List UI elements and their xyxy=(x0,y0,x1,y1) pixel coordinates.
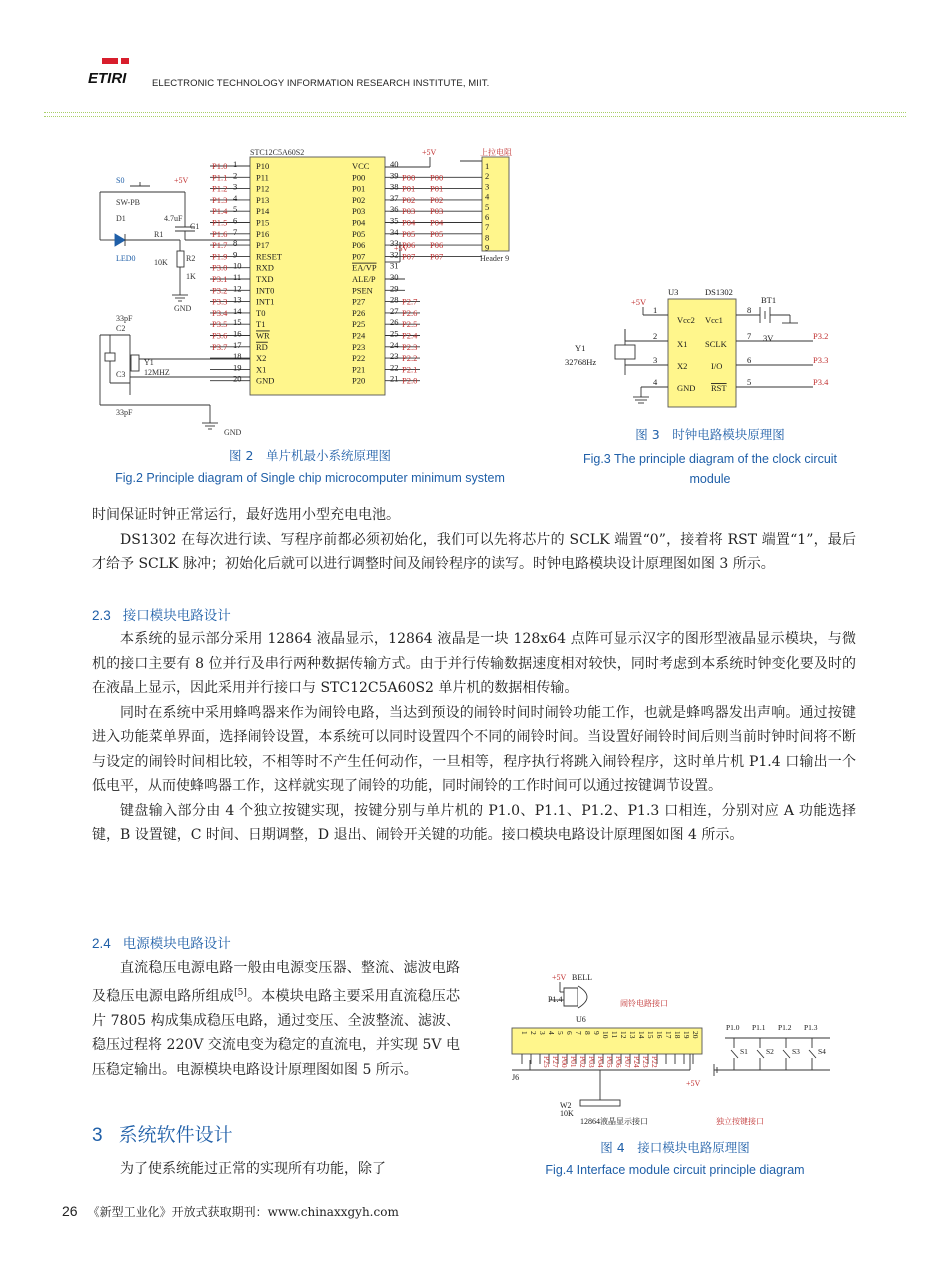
chip-right-pin: P26 xyxy=(352,307,366,318)
chip-left-pin-num: 15 xyxy=(233,317,242,328)
bell-label: BELL xyxy=(572,973,592,982)
fig3-caption-cn: 图 3 时钟电路模块原理图 xyxy=(635,427,785,442)
key-contact xyxy=(731,1050,738,1058)
header-net: P03 xyxy=(430,206,444,217)
chip-right-net: P03 xyxy=(402,206,416,217)
chip-left-pin: P14 xyxy=(256,206,270,217)
pin-vcc2: Vcc2 xyxy=(677,315,695,325)
chip-right-pin: P23 xyxy=(352,341,366,352)
chip-right-pin: P07 xyxy=(352,251,366,262)
c1-label: C1 xyxy=(190,222,200,231)
pin-sclk: SCLK xyxy=(705,339,727,349)
key-contact xyxy=(757,1050,764,1058)
lcd-pin-num: 15 xyxy=(646,1031,655,1039)
pin-vcc1: Vcc1 xyxy=(705,315,723,325)
chip-right-net: P2.6 xyxy=(402,307,418,318)
chip-left-net: P1.5 xyxy=(212,217,228,228)
chip-right-pin: P01 xyxy=(352,183,366,194)
paragraph-5a: 直流稳压电源电路一般由电源变压器、整流、滤波电路及稳压电源电路所组成 xyxy=(92,960,460,1005)
section-2-3-heading xyxy=(92,604,231,624)
chip-left-pin: TXD xyxy=(256,274,274,284)
paragraph-1: DS1302 在每次进行读、写程序前都必须初始化，我们可以先将芯片的 SCLK 端置“0”，接着将 RST 端置“1”，最后才给予 SCLK 脉冲；初始化后就可以进行调整时间及闹铃程序的读写。时钟电路模块设计原理图如图 3 所示。 xyxy=(92,531,856,572)
chip-left-pin: WR xyxy=(256,330,270,341)
fig2-caption-en: Fig.2 Principle diagram of Single chip microcomputer minimum system xyxy=(115,471,505,485)
header-net: P01 xyxy=(430,183,444,194)
pin-x1: X1 xyxy=(677,339,688,349)
chip-left-pin: T0 xyxy=(256,307,266,318)
fig3-schematic xyxy=(565,285,855,415)
header-pin-num: 9 xyxy=(485,242,490,253)
alarm-interface-label: 闹铃电路接口 xyxy=(620,999,668,1008)
chip-right-pin-num: 32 xyxy=(390,249,399,260)
chip-right-net: P2.4 xyxy=(402,330,418,341)
lcd-pin-num: 14 xyxy=(637,1031,646,1039)
chip-right-pin: P20 xyxy=(352,375,366,386)
chip-left-net: P3.4 xyxy=(212,307,228,318)
chip-right-pin: P27 xyxy=(352,296,366,307)
y1-label: Y1 xyxy=(144,358,154,367)
header-pin-num: 1 xyxy=(485,161,490,171)
lcd-pin-num: 3 xyxy=(538,1031,547,1035)
lcd-pin-num: 5 xyxy=(556,1031,565,1035)
chip-right-net: P02 xyxy=(402,194,416,205)
key-label: S2 xyxy=(766,1047,774,1056)
fig3-caption-en-line1: Fig.3 The principle diagram of the clock circuit xyxy=(582,452,838,466)
c1-value: 4.7uF xyxy=(164,214,183,223)
key-net: P1.3 xyxy=(804,1023,818,1032)
lcd-pin-net: P05 xyxy=(605,1056,614,1068)
chip-left-net: P1.2 xyxy=(212,183,228,194)
etiri-logo xyxy=(88,56,142,86)
chip-right-net: P2.1 xyxy=(402,364,418,375)
paragraph-5b: 。本模块电路主要采用直流稳压芯片 7805 构成集成稳压电路，通过变压、全波整流、滤波、稳压过程将 220V 交流电变为稳定的直流电，并实现 5V 电压稳定输出。电源模块电路设计原理图如图 5 所示。 xyxy=(92,988,461,1078)
bt1-label: BT1 xyxy=(761,295,777,305)
d1-label: D1 xyxy=(116,214,126,223)
chip-left-pin-num: 13 xyxy=(233,294,242,305)
chip-right-net: P05 xyxy=(402,228,416,239)
header-net: P07 xyxy=(430,251,444,262)
chip-right-net: P2.3 xyxy=(402,341,418,352)
chip-left-pin: P16 xyxy=(256,228,270,239)
lcd-pin-num: 1 xyxy=(520,1031,529,1035)
chip-left-pin-num: 12 xyxy=(233,283,242,294)
w2-value: 10K xyxy=(560,1109,574,1118)
body-block-4 xyxy=(92,1157,460,1182)
paragraph-6: 为了使系统能过正常的实现所有功能，除了 xyxy=(120,1161,386,1177)
chip-right-pin-num: 28 xyxy=(390,294,399,305)
key-net: P1.1 xyxy=(752,1023,766,1032)
section-2-3-num: 2.3 xyxy=(92,608,111,623)
chip-right-net: P2.5 xyxy=(402,319,418,330)
f4-vcc: +5V xyxy=(552,973,567,982)
chip-left-net: P3.7 xyxy=(212,341,228,352)
fig2-caption-cn: 图 2 单片机最小系统原理图 xyxy=(229,448,391,463)
key-label: S4 xyxy=(818,1047,826,1056)
chip-left-net: P1.0 xyxy=(212,161,228,171)
chip-left-pin-num: 10 xyxy=(233,260,242,271)
header-net: P04 xyxy=(430,217,444,228)
chip-left-pin: P12 xyxy=(256,183,270,194)
chip-left-pin: P11 xyxy=(256,172,269,183)
pin-num-4: 4 xyxy=(653,377,658,387)
chip-left-pin: T1 xyxy=(256,319,266,330)
chip-left-net: P3.2 xyxy=(212,285,228,296)
chip-right-pin: P06 xyxy=(352,240,366,251)
vcc-label-2: +5V xyxy=(174,176,189,185)
chip-right-net: P01 xyxy=(402,183,416,194)
footer xyxy=(62,1203,399,1220)
lcd-pin-num: 10 xyxy=(601,1031,610,1039)
header-net: P00 xyxy=(430,172,444,183)
chip-right-pin: P02 xyxy=(352,194,366,205)
r2-label: R2 xyxy=(186,254,196,263)
chip-right-pin-num: 33 xyxy=(390,238,399,249)
chip-left-net: P1.7 xyxy=(212,240,228,251)
xtal-value: 12MHZ xyxy=(144,368,170,377)
chip-right-pin: PSEN xyxy=(352,285,373,296)
header-pin-num: 6 xyxy=(485,212,490,222)
f4-vcc-2: +5V xyxy=(686,1079,701,1088)
lcd-pin-num: 8 xyxy=(583,1031,592,1035)
fig4-schematic xyxy=(500,968,840,1130)
chip-right-pin-num: 29 xyxy=(390,283,399,294)
chip-left-pin-num: 19 xyxy=(233,362,242,373)
chip-name: STC12C5A60S2 xyxy=(250,148,305,157)
lcd-pin-num: 18 xyxy=(673,1031,682,1039)
pin-num-1: 1 xyxy=(653,305,658,315)
chip-left-pin-num: 3 xyxy=(233,181,238,192)
chip-left-pin: X2 xyxy=(256,353,267,364)
chip-left-pin: RESET xyxy=(256,251,282,262)
lcd-pin-net: P00 xyxy=(560,1056,569,1068)
net-p33: P3.3 xyxy=(813,355,829,365)
pin-io: I/O xyxy=(711,361,723,371)
section-2-3-title: 接口模块电路设计 xyxy=(122,608,231,624)
chip-left-pin: INT1 xyxy=(256,296,275,307)
chip-left-pin: P13 xyxy=(256,194,270,205)
lcd-pin-net: P24 xyxy=(632,1056,641,1068)
chip-right-pin-num: 24 xyxy=(390,339,399,350)
u3-label: U3 xyxy=(668,287,679,297)
chip-left-net: P3.1 xyxy=(212,274,228,284)
logo-text: ETIRI xyxy=(88,70,127,86)
header-pin-num: 4 xyxy=(485,191,490,202)
chip-left-net: P3.0 xyxy=(212,262,228,273)
chip-right-net: P04 xyxy=(402,217,416,228)
pin-num-6: 6 xyxy=(747,355,752,365)
section-3-title: 系统软件设计 xyxy=(118,1124,233,1146)
chip-left-pin-num: 1 xyxy=(233,159,238,169)
chip-right-pin-num: 31 xyxy=(390,260,399,271)
chip-left-pin: INT0 xyxy=(256,285,275,296)
chip-right-pin-num: 36 xyxy=(390,204,399,215)
lcd-pin-net: P25 xyxy=(542,1056,551,1068)
chip-right-pin: P03 xyxy=(352,206,366,217)
lcd-pin-net: P03 xyxy=(587,1056,596,1068)
r2-value: 1K xyxy=(186,272,196,281)
ref-5: [5] xyxy=(234,987,247,998)
chip-left-pin: P10 xyxy=(256,161,270,171)
chip-left-pin-num: 14 xyxy=(233,305,242,316)
c3-label: C3 xyxy=(116,370,126,379)
lcd-pin-num: 19 xyxy=(682,1031,691,1039)
key-net: P1.2 xyxy=(778,1023,792,1032)
pin-num-2: 2 xyxy=(653,331,658,341)
key-label: S3 xyxy=(792,1047,800,1056)
vcc-label-f3: +5V xyxy=(631,297,647,307)
bell-net: P1.4 xyxy=(548,995,563,1004)
ds1302-label: DS1302 xyxy=(705,287,733,297)
chip-right-pin: P00 xyxy=(352,172,366,183)
chip-right-pin-num: 38 xyxy=(390,181,399,192)
lcd-pin-net: P04 xyxy=(596,1056,605,1068)
cap-value-top: 33pF xyxy=(116,314,133,323)
w2-label: W2 xyxy=(560,1101,572,1110)
chip-right-pin: P05 xyxy=(352,228,366,239)
lcd-pin-num: 13 xyxy=(628,1031,637,1039)
chip-right-pin: P25 xyxy=(352,319,366,330)
chip-left-pin: X1 xyxy=(256,364,267,375)
c2-label: C2 xyxy=(116,324,126,333)
vcc-label-3: +5V xyxy=(394,244,409,253)
chip-left-net: P3.3 xyxy=(212,296,228,307)
lcd-pin-net: P23 xyxy=(641,1056,650,1068)
header-title: 上拉电阻 xyxy=(480,148,512,157)
lcd-pin-net: P07 xyxy=(623,1056,632,1068)
chip-right-net: P2.7 xyxy=(402,296,418,307)
fig4-caption-cn: 图 4 接口模块电路原理图 xyxy=(600,1140,750,1155)
header-pin-num: 7 xyxy=(485,222,490,233)
chip-right-net: P00 xyxy=(402,172,416,183)
chip-left-pin: RD xyxy=(256,341,268,352)
page-number: 26 xyxy=(62,1203,78,1219)
lcd-pin-num: 12 xyxy=(619,1031,628,1039)
chip-left-pin-num: 17 xyxy=(233,339,242,350)
net-p32: P3.2 xyxy=(813,331,829,341)
lcd-pin-net: P02 xyxy=(578,1056,587,1068)
chip-right-pin-num: 30 xyxy=(390,272,399,282)
section-2-4-title: 电源模块电路设计 xyxy=(122,936,231,952)
key-contact xyxy=(809,1050,816,1058)
header-name: Header 9 xyxy=(480,254,510,263)
lcd-pin-num: 17 xyxy=(664,1031,673,1039)
chip-right-pin-num: 21 xyxy=(390,373,399,384)
y1-label-f3: Y1 xyxy=(575,343,586,353)
header-net: P05 xyxy=(430,228,444,239)
chip-left-pin-num: 18 xyxy=(233,351,242,362)
s0-label: S0 xyxy=(116,176,125,185)
key-net: P1.0 xyxy=(726,1023,740,1032)
chip-left-pin: GND xyxy=(256,375,275,386)
fig4-caption-en: Fig.4 Interface module circuit principle diagram xyxy=(545,1163,805,1177)
bt-voltage: 3V xyxy=(763,333,774,343)
pin-num-7: 7 xyxy=(747,331,752,341)
chip-right-pin-num: 40 xyxy=(390,159,399,169)
freq-label: 32768Hz xyxy=(565,357,597,367)
chip-right-pin-num: 22 xyxy=(390,362,399,373)
section-2-4-num: 2.4 xyxy=(92,936,111,951)
chip-right-pin: ALE/P xyxy=(352,274,376,284)
led-label: LED0 xyxy=(116,254,136,263)
key-label: S1 xyxy=(740,1047,748,1056)
pin-num-3: 3 xyxy=(653,355,658,365)
chip-left-pin-num: 2 xyxy=(233,170,238,181)
pin-num-5: 5 xyxy=(747,377,752,387)
chip-left-net: P3.6 xyxy=(212,330,228,341)
header-net: P02 xyxy=(430,194,444,205)
chip-right-net: P06 xyxy=(402,240,416,251)
r1-label: R1 xyxy=(154,230,164,239)
lcd-pin-net: P06 xyxy=(614,1056,623,1068)
gnd-label: GND xyxy=(174,304,192,313)
chip-left-net: P1.4 xyxy=(212,206,228,217)
header-divider xyxy=(44,112,906,113)
body-block-2 xyxy=(92,627,856,848)
chip-left-pin-num: 4 xyxy=(233,192,238,203)
chip-left-net: P1.1 xyxy=(212,172,228,183)
chip-right-pin: VCC xyxy=(352,161,370,171)
lcd-pin-num: 16 xyxy=(655,1031,664,1039)
chip-right-net: P2.0 xyxy=(402,375,418,386)
chip-right-pin: P22 xyxy=(352,353,366,364)
chip-left-pin-num: 16 xyxy=(233,328,242,339)
cap-value-bottom: 33pF xyxy=(116,408,133,417)
lcd-pin-num: 20 xyxy=(691,1031,700,1039)
chip-right-pin: EA/VP xyxy=(352,262,377,273)
lcd-pin-num: 2 xyxy=(529,1031,538,1035)
chip-left-pin-num: 9 xyxy=(233,249,238,260)
lcd-pin-num: 9 xyxy=(592,1031,601,1035)
lcd-pin-num: 4 xyxy=(547,1031,556,1035)
chip-right-net: P07 xyxy=(402,251,416,262)
institute-name: ELECTRONIC TECHNOLOGY INFORMATION RESEARCH INSTITUTE, MIIT. xyxy=(152,78,490,89)
chip-left-pin-num: 5 xyxy=(233,204,238,215)
header-pin-num: 5 xyxy=(485,201,490,212)
header-pin-num: 8 xyxy=(485,232,490,243)
chip-right-pin: P21 xyxy=(352,364,366,375)
chip-right-pin-num: 34 xyxy=(390,226,399,237)
chip-left-pin-num: 11 xyxy=(233,272,242,282)
chip-left-pin: RXD xyxy=(256,262,274,273)
body-block-3 xyxy=(92,956,460,1082)
chip-right-pin-num: 27 xyxy=(390,305,399,316)
chip-left-net: P3.5 xyxy=(212,319,228,330)
chip-right-pin-num: 23 xyxy=(390,351,399,362)
section-3-num: 3 xyxy=(92,1125,103,1146)
chip-left-pin-num: 8 xyxy=(233,238,238,249)
pin-num-8: 8 xyxy=(747,305,752,315)
header-pin-num: 3 xyxy=(485,181,490,192)
fig3-caption-en xyxy=(555,449,865,489)
header-pin-num: 2 xyxy=(485,171,490,182)
u6-label: U6 xyxy=(576,1015,586,1024)
paragraph-4: 键盘输入部分由 4 个独立按键实现，按键分别与单片机的 P1.0、P1.1、P1.2、P1.3 口相连，分别对应 A 功能选择键，B 设置键，C 时间、日期调整，D 退出、闹铃开关键的功能。接口模块电路设计原理图如图 4 所示。 xyxy=(92,802,856,843)
chip-right-net: P2.2 xyxy=(402,353,418,364)
chip-left-net: P1.6 xyxy=(212,228,228,239)
fig2-schematic xyxy=(90,145,530,445)
journal-info: 《新型工业化》开放式获取期刊：www.chinaxxgyh.com xyxy=(87,1205,399,1219)
chip-right-pin-num: 35 xyxy=(390,215,399,226)
lcd-pin-num: 6 xyxy=(565,1031,574,1035)
gnd-label-2: GND xyxy=(224,428,242,437)
pin-gnd: GND xyxy=(677,383,696,393)
header-net: P06 xyxy=(430,240,444,251)
section-3-heading xyxy=(92,1120,233,1147)
pin-x2: X2 xyxy=(677,361,688,371)
chip-left-pin-num: 6 xyxy=(233,215,238,226)
chip-right-pin-num: 37 xyxy=(390,192,399,203)
net-p34: P3.4 xyxy=(813,377,829,387)
body-block-1 xyxy=(92,503,856,577)
lcd-pin-net: P27 xyxy=(551,1056,560,1068)
chip-left-pin: P15 xyxy=(256,217,270,228)
r1-value: 10K xyxy=(154,258,168,267)
paragraph-3: 同时在系统中采用蜂鸣器来作为闹铃电路，当达到预设的闹铃时间时闹铃功能工作，也就是蜂鸣器发出声响。通过按键进入功能菜单界面，选择闹铃设置，本系统可以同时设置四个不同的闹铃时间。当设置好闹铃时间后则当前时钟时间将不断与设定的闹铃时间相比较，不相等时不产生任何动作，一旦相等，程序执行将跳入闹铃程序，这时单片机 P1.4 口输出一个低电平，从而使蜂鸣器工作，这样就实现了闹铃的功能，同时闹铃的工作时间可以通过按键调节设置。 xyxy=(92,704,856,794)
j6-label: J6 xyxy=(512,1073,520,1082)
chip-right-pin-num: 26 xyxy=(390,317,399,328)
lcd-pin-net: P01 xyxy=(569,1056,578,1068)
key-interface-label: 独立按键接口 xyxy=(716,1117,764,1126)
header-divider-2 xyxy=(44,116,906,117)
chip-left-net: P1.9 xyxy=(212,251,228,262)
chip-right-pin-num: 39 xyxy=(390,170,399,181)
lcd-pin-num: 7 xyxy=(574,1031,583,1035)
paragraph-0: 时间保证时钟正常运行，最好选用小型充电电池。 xyxy=(92,507,400,523)
pin-rst: RST xyxy=(711,383,727,393)
sw-label: SW-PB xyxy=(116,198,141,207)
chip-left-pin-num: 20 xyxy=(233,373,242,384)
chip-left-net: P1.3 xyxy=(212,194,228,205)
lcd-interface-label: 12864液晶显示接口 xyxy=(580,1117,648,1126)
chip-right-pin-num: 25 xyxy=(390,328,399,339)
chip-right-pin: P04 xyxy=(352,217,366,228)
vcc-label: +5V xyxy=(422,148,437,157)
chip-right-pin: P24 xyxy=(352,330,366,341)
lcd-pin-num: 11 xyxy=(610,1031,619,1039)
key-contact xyxy=(783,1050,790,1058)
chip-left-pin-num: 7 xyxy=(233,226,238,237)
paragraph-5 xyxy=(92,956,460,1082)
lcd-pin-net: P22 xyxy=(650,1056,659,1068)
chip-left-pin: P17 xyxy=(256,240,270,251)
section-2-4-heading xyxy=(92,932,231,952)
fig3-caption-en-line2: module xyxy=(689,472,731,486)
paragraph-2: 本系统的显示部分采用 12864 液晶显示，12864 液晶是一块 128x64 点阵可显示汉字的图形型液晶显示模块，与微机的接口主要有 8 位并行及串行两种数据传输方式。由于并行传输数据速度相对较快，同时考虑到本系统时钟变化要及时的在液晶上显示，因此采用并行接口与 STC12C5A60S2 单片机的数据相传输。 xyxy=(92,631,856,696)
